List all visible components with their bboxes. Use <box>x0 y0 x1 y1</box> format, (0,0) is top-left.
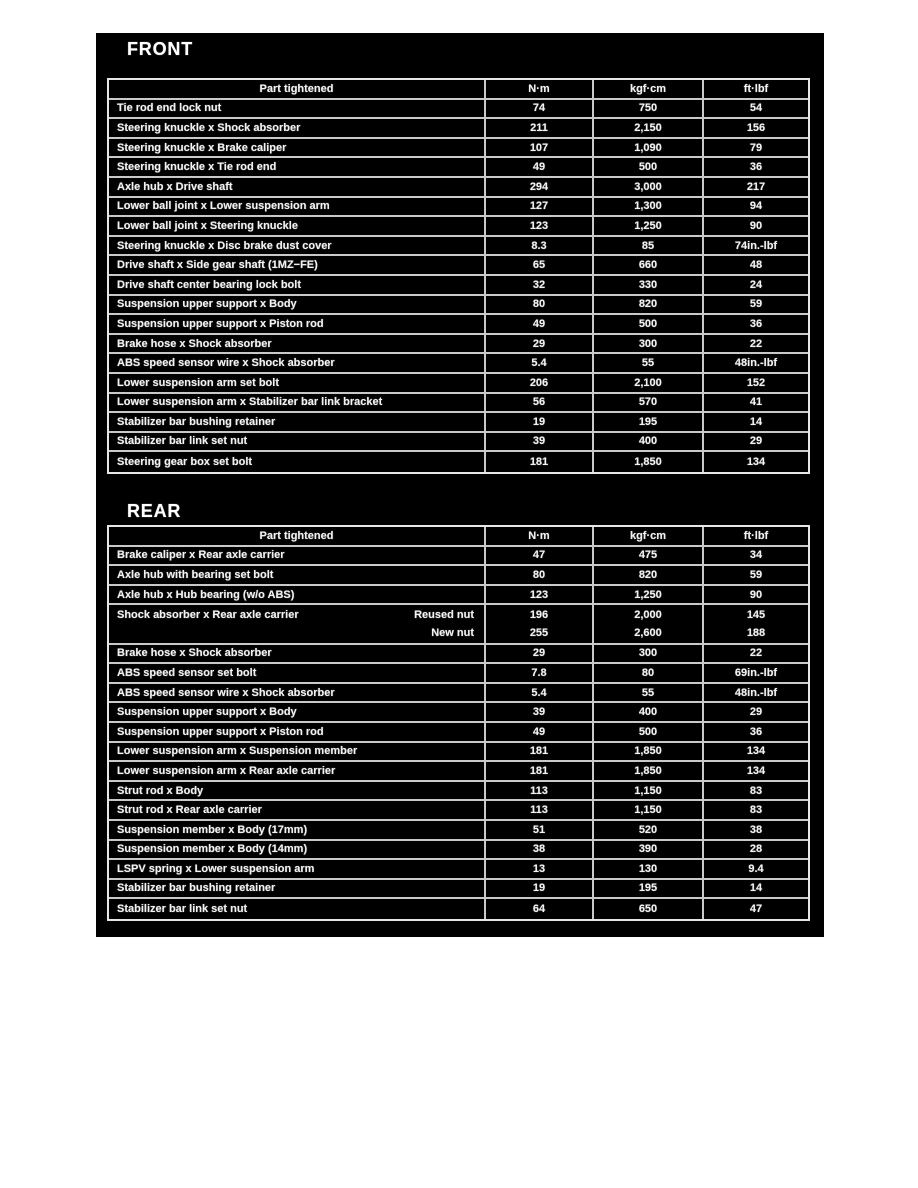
nm-cell: 39 <box>484 433 592 451</box>
nm-cell: 113 <box>484 801 592 819</box>
ftlbf-cell: 14 <box>702 413 808 431</box>
nm-cell: 32 <box>484 276 592 294</box>
ftlbf-cell: 90 <box>702 217 808 235</box>
kgfcm-cell: 55 <box>592 684 702 702</box>
part-cell: Stabilizer bar bushing retainer <box>117 882 276 895</box>
ftlbf-cell: 29 <box>702 703 808 721</box>
part-cell <box>109 605 484 642</box>
rear-table-header-row <box>109 527 808 547</box>
table-row <box>109 762 808 782</box>
table-row <box>109 899 808 919</box>
nm-cell: 127 <box>484 198 592 216</box>
table-row <box>109 374 808 394</box>
table-row <box>109 139 808 159</box>
table-row <box>109 801 808 821</box>
part-cell: Lower suspension arm x Stabilizer bar link bracket <box>117 396 383 409</box>
value: 255 <box>529 627 549 640</box>
part-cell: Steering knuckle x Brake caliper <box>117 141 287 154</box>
nm-cell: 5.4 <box>484 684 592 702</box>
nm-cell: 80 <box>484 296 592 314</box>
ftlbf-cell: 36 <box>702 158 808 176</box>
kgfcm-cell: 300 <box>592 645 702 663</box>
table-row <box>109 664 808 684</box>
kgfcm-cell: 1,090 <box>592 139 702 157</box>
kgfcm-cell: 55 <box>592 354 702 372</box>
ftlbf-cell: 134 <box>702 762 808 780</box>
nm-cell: 8.3 <box>484 237 592 255</box>
nm-cell: 65 <box>484 256 592 274</box>
table-row <box>109 178 808 198</box>
ftlbf-cell: 59 <box>702 566 808 584</box>
nm-cell: 181 <box>484 452 592 472</box>
table-row <box>109 645 808 665</box>
kgfcm-cell: 300 <box>592 335 702 353</box>
nm-cell: 181 <box>484 762 592 780</box>
part-cell: Suspension upper support x Piston rod <box>117 725 324 738</box>
rear-section-title: REAR <box>127 501 182 521</box>
part-cell: Drive shaft x Side gear shaft (1MZ−FE) <box>117 259 318 272</box>
part-cell: ABS speed sensor set bolt <box>117 666 257 679</box>
kgfcm-cell: 500 <box>592 158 702 176</box>
part-cell: Lower suspension arm x Suspension member <box>117 745 358 758</box>
table-row <box>109 354 808 374</box>
ftlbf-cell: 36 <box>702 315 808 333</box>
table-row <box>109 703 808 723</box>
ftlbf-cell: 69in.-lbf <box>702 664 808 682</box>
part-cell: Axle hub x Drive shaft <box>117 180 233 193</box>
kgfcm-cell: 500 <box>592 723 702 741</box>
part-cell: Suspension upper support x Piston rod <box>117 317 324 330</box>
part-cell: ABS speed sensor wire x Shock absorber <box>117 357 335 370</box>
front-table-header-row <box>109 80 808 100</box>
ftlbf-cell: 54 <box>702 100 808 118</box>
nm-cell: 181 <box>484 743 592 761</box>
part-cell: Lower ball joint x Lower suspension arm <box>117 200 330 213</box>
table-row <box>109 394 808 414</box>
part-cell: Steering knuckle x Tie rod end <box>117 161 277 174</box>
part-cell: Suspension upper support x Body <box>117 298 297 311</box>
value: 2,000 <box>634 608 662 621</box>
ftlbf-cell: 29 <box>702 433 808 451</box>
variant-label: Reused nut <box>414 608 474 621</box>
ftlbf-cell: 90 <box>702 586 808 604</box>
ftlbf-cell: 22 <box>702 335 808 353</box>
column-header-ftlbf: ft·lbf <box>702 80 808 98</box>
kgfcm-cell: 2,150 <box>592 119 702 137</box>
kgfcm-cell: 2,100 <box>592 374 702 392</box>
nm-cell: 206 <box>484 374 592 392</box>
table-row <box>109 198 808 218</box>
kgfcm-cell: 1,850 <box>592 743 702 761</box>
ftlbf-cell: 14 <box>702 880 808 898</box>
table-row <box>109 743 808 763</box>
kgfcm-cell: 3,000 <box>592 178 702 196</box>
kgfcm-cell: 1,150 <box>592 782 702 800</box>
kgfcm-cell: 820 <box>592 566 702 584</box>
nm-cell: 7.8 <box>484 664 592 682</box>
value: 188 <box>746 627 766 640</box>
ftlbf-cell <box>702 605 808 642</box>
part-cell: Brake caliper x Rear axle carrier <box>117 549 285 562</box>
nm-cell: 49 <box>484 723 592 741</box>
nm-cell: 113 <box>484 782 592 800</box>
nm-cell: 19 <box>484 413 592 431</box>
ftlbf-cell: 83 <box>702 782 808 800</box>
kgfcm-cell: 500 <box>592 315 702 333</box>
kgfcm-cell: 390 <box>592 841 702 859</box>
part-cell: Drive shaft center bearing lock bolt <box>117 278 301 291</box>
nm-cell: 49 <box>484 315 592 333</box>
ftlbf-cell: 156 <box>702 119 808 137</box>
ftlbf-cell: 134 <box>702 743 808 761</box>
table-row <box>109 433 808 453</box>
table-row <box>109 880 808 900</box>
ftlbf-cell: 74in.-lbf <box>702 237 808 255</box>
ftlbf-cell: 34 <box>702 547 808 565</box>
part-cell: Steering knuckle x Disc brake dust cover <box>117 239 332 252</box>
kgfcm-cell: 820 <box>592 296 702 314</box>
column-header-nm: N·m <box>484 80 592 98</box>
nm-cell: 211 <box>484 119 592 137</box>
table-row <box>109 841 808 861</box>
ftlbf-cell: 152 <box>702 374 808 392</box>
kgfcm-cell: 80 <box>592 664 702 682</box>
kgfcm-cell: 520 <box>592 821 702 839</box>
part-cell: Suspension member x Body (14mm) <box>117 843 308 856</box>
kgfcm-cell <box>592 605 702 642</box>
table-row <box>109 821 808 841</box>
kgfcm-cell: 330 <box>592 276 702 294</box>
nm-cell: 80 <box>484 566 592 584</box>
front-table-body <box>109 100 808 472</box>
part-cell: Tie rod end lock nut <box>117 102 222 115</box>
table-row <box>109 782 808 802</box>
part-cell: Lower ball joint x Steering knuckle <box>117 219 298 232</box>
kgfcm-cell: 1,300 <box>592 198 702 216</box>
front-torque-table <box>107 78 810 474</box>
part-cell: Lower suspension arm set bolt <box>117 376 279 389</box>
ftlbf-cell: 24 <box>702 276 808 294</box>
table-row <box>109 684 808 704</box>
ftlbf-cell: 9.4 <box>702 860 808 878</box>
value: 2,600 <box>634 627 662 640</box>
ftlbf-cell: 48in.-lbf <box>702 684 808 702</box>
part-cell: Steering knuckle x Shock absorber <box>117 121 301 134</box>
table-row <box>109 335 808 355</box>
part-cell: Brake hose x Shock absorber <box>117 337 272 350</box>
ftlbf-cell: 94 <box>702 198 808 216</box>
table-row <box>109 723 808 743</box>
nm-cell: 123 <box>484 217 592 235</box>
kgfcm-cell: 475 <box>592 547 702 565</box>
kgfcm-cell: 195 <box>592 413 702 431</box>
part-cell: Suspension upper support x Body <box>117 706 297 719</box>
nm-cell: 64 <box>484 899 592 919</box>
table-row <box>109 452 808 472</box>
ftlbf-cell: 83 <box>702 801 808 819</box>
column-header-part-tightened: Part tightened <box>259 529 334 542</box>
ftlbf-cell: 38 <box>702 821 808 839</box>
part-cell: ABS speed sensor wire x Shock absorber <box>117 686 335 699</box>
kgfcm-cell: 400 <box>592 433 702 451</box>
value: 196 <box>529 608 549 621</box>
nm-cell: 49 <box>484 158 592 176</box>
table-row <box>109 566 808 586</box>
nm-cell: 29 <box>484 335 592 353</box>
ftlbf-cell: 22 <box>702 645 808 663</box>
kgfcm-cell: 1,250 <box>592 586 702 604</box>
nm-cell: 47 <box>484 547 592 565</box>
kgfcm-cell: 750 <box>592 100 702 118</box>
column-header-nm: N·m <box>484 527 592 545</box>
table-row <box>109 605 808 644</box>
nm-cell: 39 <box>484 703 592 721</box>
kgfcm-cell: 195 <box>592 880 702 898</box>
kgfcm-cell: 130 <box>592 860 702 878</box>
part-cell: Stabilizer bar link set nut <box>117 903 248 916</box>
part-cell: Suspension member x Body (17mm) <box>117 823 308 836</box>
ftlbf-cell: 134 <box>702 452 808 472</box>
table-row <box>109 158 808 178</box>
kgfcm-cell: 1,850 <box>592 452 702 472</box>
table-row <box>109 276 808 296</box>
variant-line <box>117 624 474 643</box>
part-cell: Stabilizer bar bushing retainer <box>117 415 276 428</box>
nm-cell: 5.4 <box>484 354 592 372</box>
rear-torque-table <box>107 525 810 921</box>
ftlbf-cell: 47 <box>702 899 808 919</box>
kgfcm-cell: 1,150 <box>592 801 702 819</box>
part-cell: Strut rod x Body <box>117 784 204 797</box>
part-cell: Brake hose x Shock absorber <box>117 647 272 660</box>
part-cell: Lower suspension arm x Rear axle carrier <box>117 764 336 777</box>
nm-cell: 294 <box>484 178 592 196</box>
nm-cell: 29 <box>484 645 592 663</box>
nm-cell: 38 <box>484 841 592 859</box>
table-row <box>109 296 808 316</box>
kgfcm-cell: 400 <box>592 703 702 721</box>
ftlbf-cell: 36 <box>702 723 808 741</box>
column-header-kgfcm: kgf·cm <box>592 527 702 545</box>
table-row <box>109 237 808 257</box>
part-cell: Stabilizer bar link set nut <box>117 435 248 448</box>
ftlbf-cell: 79 <box>702 139 808 157</box>
kgfcm-cell: 85 <box>592 237 702 255</box>
table-row <box>109 860 808 880</box>
part-name: Shock absorber x Rear axle carrier <box>117 608 299 621</box>
table-row <box>109 256 808 276</box>
column-header-kgfcm: kgf·cm <box>592 80 702 98</box>
column-header-ftlbf: ft·lbf <box>702 527 808 545</box>
ftlbf-cell: 41 <box>702 394 808 412</box>
ftlbf-cell: 48in.-lbf <box>702 354 808 372</box>
front-section-title: FRONT <box>127 39 193 59</box>
rear-table-body <box>109 547 808 919</box>
variant-line <box>117 605 474 624</box>
table-row <box>109 547 808 567</box>
ftlbf-cell: 48 <box>702 256 808 274</box>
table-row <box>109 100 808 120</box>
part-cell: LSPV spring x Lower suspension arm <box>117 862 315 875</box>
ftlbf-cell: 28 <box>702 841 808 859</box>
value: 145 <box>746 608 766 621</box>
kgfcm-cell: 1,250 <box>592 217 702 235</box>
part-cell: Strut rod x Rear axle carrier <box>117 804 262 817</box>
nm-cell: 123 <box>484 586 592 604</box>
nm-cell: 56 <box>484 394 592 412</box>
nm-cell <box>484 605 592 642</box>
kgfcm-cell: 660 <box>592 256 702 274</box>
nm-cell: 74 <box>484 100 592 118</box>
variant-label: New nut <box>431 627 474 640</box>
table-row <box>109 119 808 139</box>
kgfcm-cell: 650 <box>592 899 702 919</box>
part-cell: Steering gear box set bolt <box>117 456 253 469</box>
kgfcm-cell: 570 <box>592 394 702 412</box>
nm-cell: 51 <box>484 821 592 839</box>
nm-cell: 19 <box>484 880 592 898</box>
part-cell: Axle hub x Hub bearing (w/o ABS) <box>117 588 295 601</box>
column-header-part-tightened: Part tightened <box>259 82 334 95</box>
nm-cell: 107 <box>484 139 592 157</box>
torque-spec-panel <box>96 33 824 937</box>
kgfcm-cell: 1,850 <box>592 762 702 780</box>
nm-cell: 13 <box>484 860 592 878</box>
ftlbf-cell: 59 <box>702 296 808 314</box>
table-row <box>109 586 808 606</box>
table-row <box>109 217 808 237</box>
table-row <box>109 315 808 335</box>
ftlbf-cell: 217 <box>702 178 808 196</box>
part-cell: Axle hub with bearing set bolt <box>117 568 274 581</box>
table-row <box>109 413 808 433</box>
